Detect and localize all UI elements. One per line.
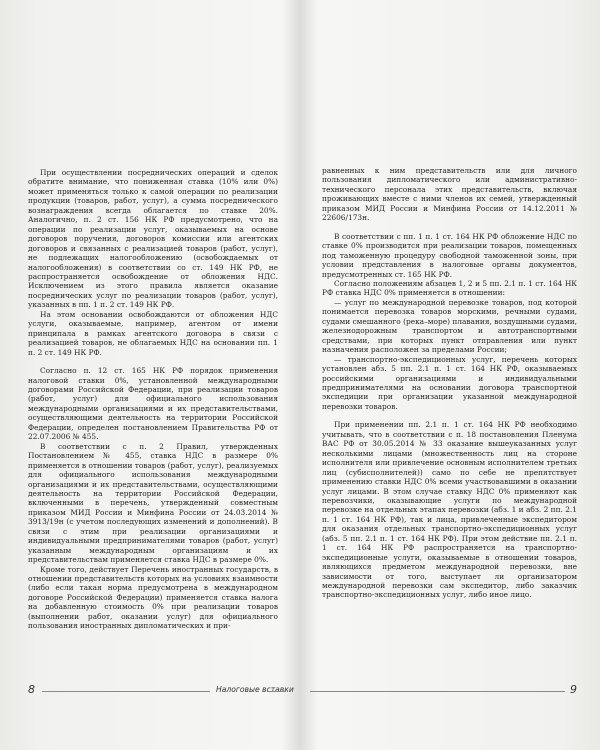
left-text-column <box>28 168 278 631</box>
paragraph: При применении пп. 2.1 п. 1 ст. 164 НК РФ необходимо учитывать, что в соответствии с п. 18 постановления Пленума ВАС РФ от 30.05.2014 № 33 оказание вышеуказанных услуг несколькими лицами (множественность лиц на стороне исполнителя или привлечение основным исполнителем третьих лиц (субисполнителей)) само по себе не препятствует применению ставки НДС 0% всеми участвовавшими в оказании услуг лицами. В этом случае ставку НДС 0% применяют как перевозчики, оказывающие услуги по международной перевозке на отдельных этапах перевозки (абз. 1 и абз. 2 пп. 2.1 п. 1 ст. 164 НК РФ), так и лица, привлеченные экспедитором для оказания отдельных транспортно-экспедиционных услуг (абз. 5 пп. 2.1 п. 1 ст. 164 НК РФ). При этом действие пп. 2.1 п. 1 ст. 164 НК РФ распространяется на транспортно-экспедиционные услуги, оказываемые в отношении товаров, являющихся предметом международной перевозки, вне зависимости от того, выступает ли организатором международной перевозки сам экспедитор, либо заказчик транспортно-экспедиционных услуг, либо иное лицо. <box>322 420 577 600</box>
page-number: 9 <box>570 683 577 696</box>
list-item: — услуг по международной перевозке товаров, под которой понимается перевозка товаров морскими, речными судами, судами смешанного (река–море) плавания, воздушными судами, железнодорожным транспортом и автотранспортными средствами, при которых пункт отправления или пункт назначения расположен за пределами России; <box>322 297 577 355</box>
paragraph: Кроме того, действует Перечень иностранных государств, в отношении представительств которых на условиях взаимности (либо если такая норма предусмотрена в международном договоре Российской Федерации) применяется ставка налога на добавленную стоимость 0% при реализации товаров (выполнении работ, оказании услуг) для официального пользования иностранных дипломатических и при- <box>28 564 278 631</box>
left-page-footer <box>0 682 300 702</box>
page-number: 8 <box>28 683 35 696</box>
paragraph: Согласно положениям абзацев 1, 2 и 5 пп. 2.1 п. 1 ст. 164 НК РФ ставка НДС 0% применяется в отношении: <box>322 278 577 298</box>
paragraph: В соответствии с пп. 1 п. 1 ст. 164 НК РФ обложение НДС по ставке 0% производится при реализации товаров, помещенных под таможенную процедуру свободной таможенной зоны, при условии представления в налоговые органы документов, предусмотренных ст. 165 НК РФ. <box>322 231 577 279</box>
footer-rule <box>42 691 210 692</box>
running-title: Налоговые вставки <box>216 685 294 694</box>
paragraph: При осуществлении посреднических операций и сделок обратите внимание, что пониженная ставка (10% или 0%) может применяться только к самой операции по реализации продукции (товаров, работ, услуг), а сумма посреднического вознаграждения всегда облагается по ставке 20%. Аналогично, п. 2 ст. 156 НК РФ предусмотрено, что на операции по реализации услуг, оказываемых на основе договоров поручения, договоров комиссии или агентских договоров и связанных с реализацией товаров (работ, услуг), не подлежащих налогообложению (освобождаемых от налогообложения) в соответствии со ст. 149 НК РФ, не распространяется освобождение от обложения НДС. Исключением из этого правила является оказание посреднических услуг по реализации товаров (работ, услуг), указанных в пп. 1 п. 2 ст. 149 НК РФ. <box>28 168 278 310</box>
paragraph: В соответствии с п. 2 Правил, утвержденных Постановлением № 455, ставка НДС в размере 0% применяется в отношении товаров (работ, услуг), реализуемых для официального использования международными организациями и их представительствами, осуществляющими деятельность на территории Российской Федерации, включенными в перечень, утвержденный совместным приказом МИД России и Минфина России от 24.03.2014 № 3913/19н (с учетом последующих изменений и дополнений). В связи с этим при реализации организациями и индивидуальными предпринимателями товаров (работ, услуг) указанным международным организациям и их представительствам применяется ставка НДС в размере 0%. <box>28 441 278 565</box>
footer-rule <box>310 691 565 692</box>
paragraph: равненных к ним представительств или для личного пользования дипломатического или административно-технического персонала этих представительств, включая проживающих вместе с ними членов их семей, утвержденный приказом МИД России и Минфина России от 14.12.2011 № 22606/173н. <box>322 166 577 223</box>
footer-rule <box>268 691 286 692</box>
paragraph: На этом основании освобождаются от обложения НДС услуги, оказываемые, например, агентом от имени принципала в рамках агентского договора в связи с реализацией товаров, не облагаемых НДС на основании пп. 1 п. 2 ст. 149 НК РФ. <box>28 309 278 357</box>
right-page <box>300 0 600 750</box>
list-item: — транспортно-экспедиционных услуг, перечень которых установлен абз. 5 пп. 2.1 п. 1 ст. 164 НК РФ, оказываемых российскими организациями и индивидуальными предпринимателями на основании договора транспортной экспедиции при организации указанной международной перевозки товаров. <box>322 354 577 411</box>
paragraph: Согласно п. 12 ст. 165 НК РФ порядок применения налоговой ставки 0%, установленной международными договорами Российской Федерации, при реализации товаров (работ, услуг) для официального использования международными организациями и их представительствами, осуществляющими деятельность на территории Российской Федерации, определен постановлением Правительства РФ от 22.07.2006 № 455. <box>28 366 278 442</box>
right-text-column <box>322 166 577 600</box>
right-page-footer <box>300 682 600 702</box>
